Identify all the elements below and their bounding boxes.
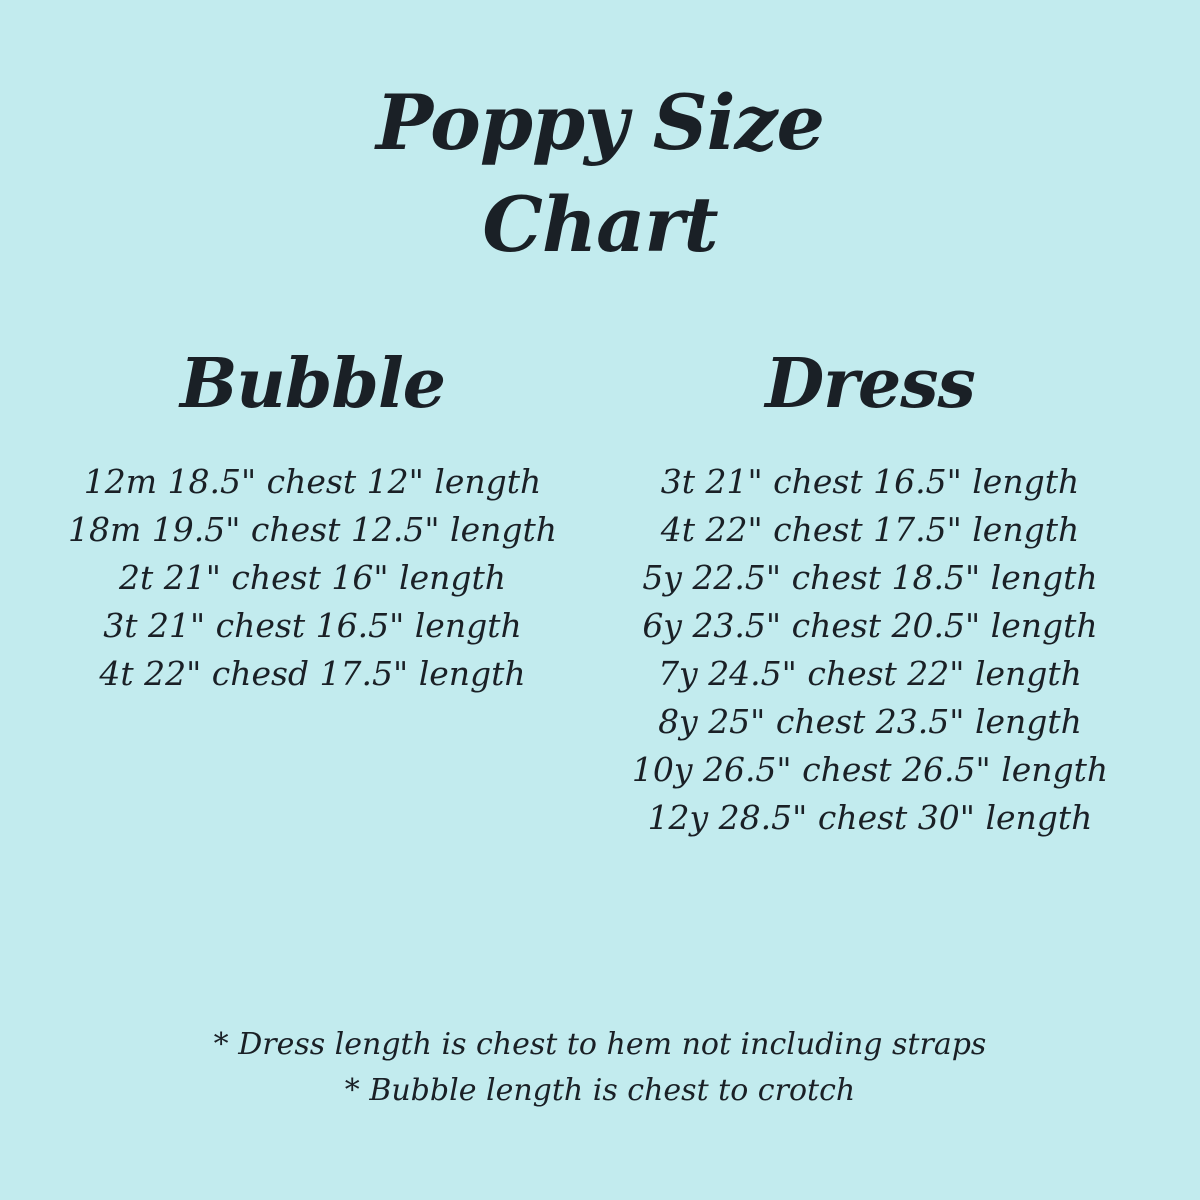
size-row: 2t 21" chest 16" length [119,558,506,597]
footnote-dress-length: * Dress length is chest to hem not including straps [213,1027,987,1062]
size-row: 12y 28.5" chest 30" length [647,798,1093,837]
bubble-column [40,338,585,698]
size-row: 12m 18.5" chest 12" length [83,462,542,501]
size-row: 6y 23.5" chest 20.5" length [642,606,1098,645]
footnote-bubble-length: * Bubble length is chest to crotch [344,1073,856,1108]
page-title-line2: Chart [482,180,718,269]
size-row: 3t 21" chest 16.5" length [660,462,1080,501]
bubble-size-list [40,458,585,698]
size-row: 3t 21" chest 16.5" length [103,606,522,645]
size-row: 18m 19.5" chest 12.5" length [68,510,557,549]
size-row: 7y 24.5" chest 22" length [658,654,1082,693]
footnotes [0,1022,1200,1114]
page-title-line1: Poppy Size [376,78,824,167]
bubble-heading: Bubble [179,344,446,424]
size-row: 8y 25" chest 23.5" length [658,702,1082,741]
size-row: 5y 22.5" chest 18.5" length [642,558,1098,597]
dress-heading: Dress [765,344,975,424]
page-title [0,72,1200,276]
dress-size-list [610,458,1130,842]
size-row: 4t 22" chest 17.5" length [660,510,1080,549]
size-row: 10y 26.5" chest 26.5" length [631,750,1109,789]
dress-column [610,338,1130,842]
size-row: 4t 22" chesd 17.5" length [99,654,526,693]
